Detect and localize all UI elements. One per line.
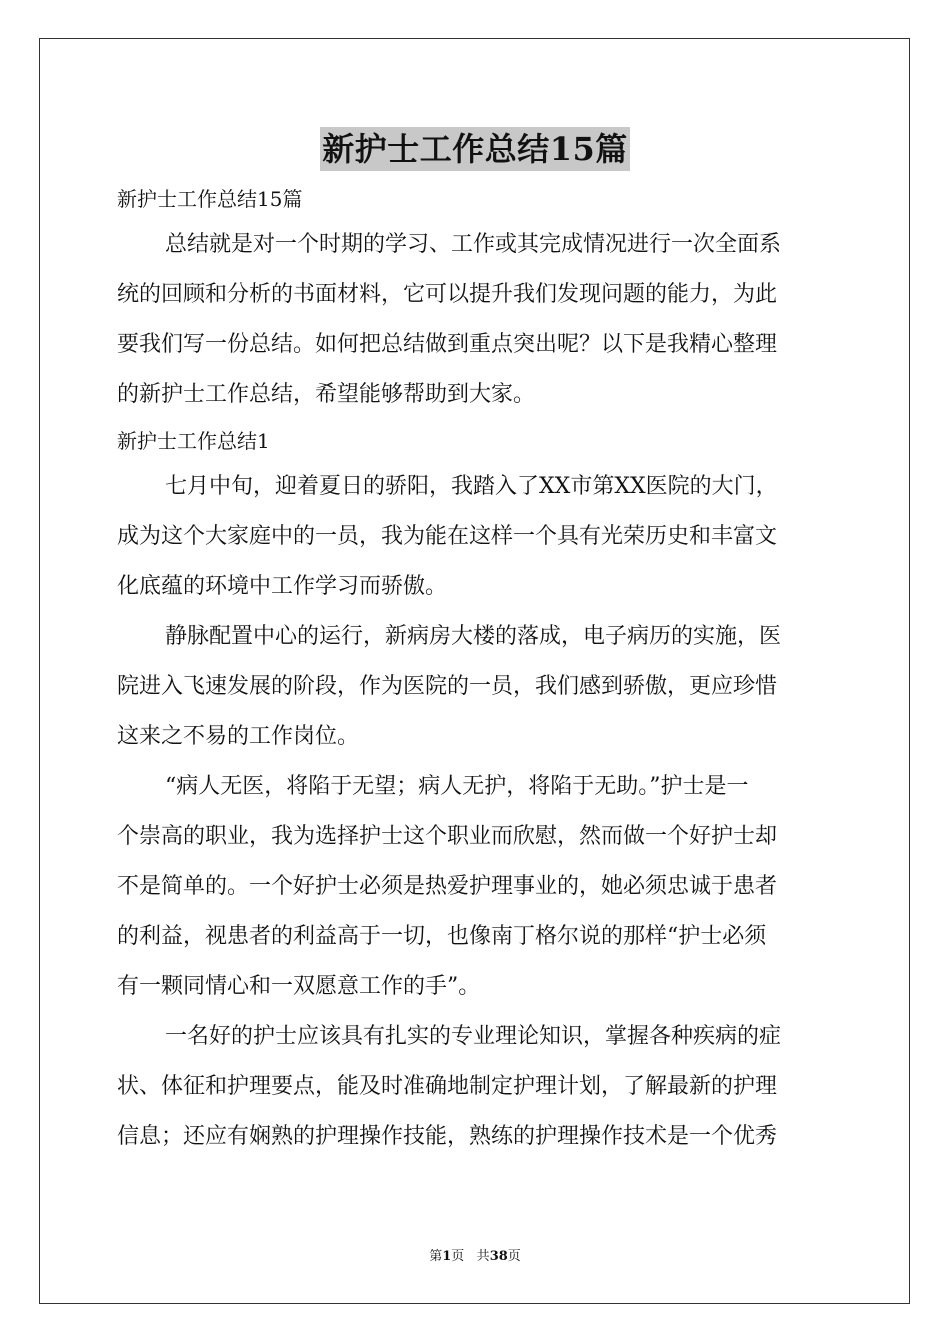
paragraph-line: 化底蕴的环境中工作学习而骄傲。 <box>117 574 448 599</box>
section-heading: 新护士工作总结1 <box>117 429 270 453</box>
paragraph-2 <box>117 612 833 762</box>
paragraph-line: “病人无医，将陷于无望；病人无护，将陷于无助。”护士是一 <box>165 774 749 799</box>
paragraph-4 <box>117 1012 833 1162</box>
document-subtitle: 新护士工作总结15篇 <box>117 187 303 211</box>
paragraph-line: 成为这个大家庭中的一员，我为能在这样一个具有光荣历史和丰富文 <box>117 524 778 549</box>
paragraph-line: 有一颗同情心和一双愿意工作的手”。 <box>117 974 481 999</box>
paragraph-line: 要我们写一份总结。如何把总结做到重点突出呢？以下是我精心整理 <box>117 332 778 357</box>
paragraph-line: 七月中旬，迎着夏日的骄阳，我踏入了XX市第XX医院的大门， <box>165 474 778 499</box>
paragraph-line: 的新护士工作总结，希望能够帮助到大家。 <box>117 382 536 407</box>
document-title: 新护士工作总结15篇 <box>320 127 630 171</box>
paragraph-line: 状、体征和护理要点，能及时准确地制定护理计划，了解最新的护理 <box>117 1074 778 1099</box>
page-suffix: 页 <box>451 1249 465 1264</box>
total-pages: 38 <box>489 1249 508 1264</box>
paragraph-line: 的利益，视患者的利益高于一切，也像南丁格尔说的那样“护士必须 <box>117 924 767 949</box>
paragraph-line: 院进入飞速发展的阶段，作为医院的一员，我们感到骄傲，更应珍惜 <box>117 674 778 699</box>
title-container <box>0 127 950 171</box>
paragraph-1 <box>117 462 833 612</box>
total-suffix: 页 <box>507 1249 521 1264</box>
page-number: 1 <box>442 1249 452 1264</box>
total-prefix: 共 <box>476 1249 490 1264</box>
page-prefix: 第 <box>429 1249 443 1264</box>
intro-paragraph <box>117 220 833 420</box>
paragraph-line: 个崇高的职业，我为选择护士这个职业而欣慰，然而做一个好护士却 <box>117 824 778 849</box>
paragraph-line: 统的回顾和分析的书面材料，它可以提升我们发现问题的能力，为此 <box>117 282 778 307</box>
paragraph-line: 这来之不易的工作岗位。 <box>117 724 360 749</box>
paragraph-line: 信息；还应有娴熟的护理操作技能，熟练的护理操作技术是一个优秀 <box>117 1124 778 1149</box>
document-body <box>117 178 833 1162</box>
paragraph-line: 不是简单的。一个好护士必须是热爱护理事业的，她必须忠诚于患者 <box>117 874 778 899</box>
paragraph-line: 一名好的护士应该具有扎实的专业理论知识，掌握各种疾病的症 <box>165 1024 782 1049</box>
paragraph-3 <box>117 762 833 1012</box>
paragraph-line: 总结就是对一个时期的学习、工作或其完成情况进行一次全面系 <box>165 232 782 257</box>
paragraph-line: 静脉配置中心的运行，新病房大楼的落成，电子病历的实施，医 <box>165 624 782 649</box>
page-footer <box>0 1248 950 1266</box>
